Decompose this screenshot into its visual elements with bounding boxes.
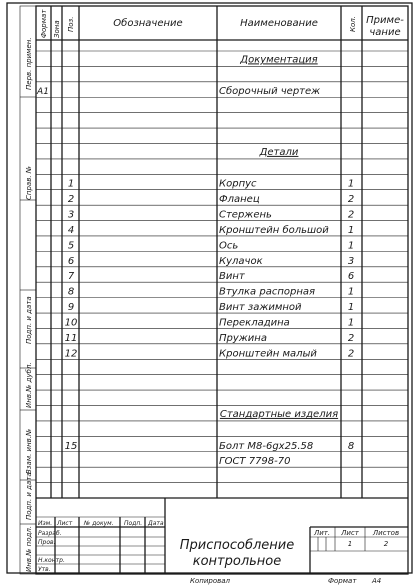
row-qty: 1 [347, 178, 355, 190]
tb-listov: Листов [372, 529, 400, 537]
row-name: Стержень [219, 209, 272, 221]
row-pos: 8 [67, 286, 75, 298]
row-qty: 2 [347, 348, 355, 360]
footer-format-label: Формат [328, 577, 357, 585]
tb-razrab: Разраб. [38, 530, 62, 537]
row-pos: 7 [67, 271, 75, 283]
tb-list-label: Лист [341, 529, 359, 537]
header-zone: Зона [53, 20, 61, 38]
footer-kopiroval: Копировал [190, 577, 230, 585]
title-block [36, 498, 408, 574]
row-name: Болт М8-6gх25.58 [219, 440, 314, 452]
section-heading: Стандартные изделия [219, 408, 339, 420]
row-pos: 1 [67, 178, 75, 190]
row-pos: 5 [67, 240, 75, 252]
tb-doc-no: № докум. [84, 520, 114, 527]
strip-perv-primen: Перв. примен. [25, 37, 33, 90]
strip-sprav-no: Справ. № [25, 165, 33, 200]
spec-table [36, 6, 408, 498]
row-pos: 2 [67, 194, 75, 206]
row-qty: 8 [347, 440, 355, 452]
header-designation: Обозначение [113, 18, 183, 29]
strip-inv-podl: Инв.№ подл. [25, 525, 33, 572]
row-pos: 4 [67, 224, 75, 236]
row-name: Кронштейн малый [219, 348, 317, 360]
row-qty: 1 [347, 286, 355, 298]
header-format: Формат [40, 9, 48, 38]
tb-podp: Подп. [124, 520, 143, 527]
row-name: Корпус [219, 178, 257, 190]
tb-data: Дата [148, 520, 164, 527]
strip-inv-dubl: Инв.№ дубл. [25, 362, 33, 408]
tb-listov-value: 2 [383, 540, 389, 548]
row-pos: 6 [67, 255, 75, 267]
row-name: ГОСТ 7798-70 [219, 456, 291, 468]
row-pos: 10 [64, 317, 78, 329]
row-name: Фланец [219, 194, 260, 206]
row-format: А1 [37, 87, 49, 98]
tb-title-line1: Приспособление [179, 538, 295, 553]
tb-utv: Утв. [38, 566, 51, 573]
section-heading: Документация [240, 54, 318, 66]
row-qty: 1 [347, 302, 355, 314]
row-qty: 1 [347, 317, 355, 329]
header-name: Наименование [240, 18, 318, 29]
row-name: Пружина [219, 332, 267, 344]
row-qty: 3 [347, 255, 355, 267]
tb-list-value: 1 [347, 540, 353, 548]
footer-format-value: А4 [372, 577, 382, 585]
tb-izm: Изм. [38, 520, 53, 527]
strip-vzam-inv: Взам. инв.№ [25, 428, 33, 474]
row-qty: 1 [347, 240, 355, 252]
row-pos: 15 [64, 440, 78, 452]
header-qty: Кол. [349, 16, 357, 32]
row-pos: 3 [67, 209, 75, 221]
tb-prov: Пров. [38, 539, 56, 546]
row-pos: 11 [64, 332, 78, 344]
row-pos: 9 [67, 302, 75, 314]
section-heading: Детали [259, 146, 299, 158]
row-name: Ось [219, 240, 239, 252]
strip-podp-data-2: Подп. и дата [25, 472, 33, 520]
row-name: Винт [219, 271, 245, 283]
row-name: Кронштейн большой [219, 224, 329, 236]
tb-title-line2: контрольное [192, 554, 282, 569]
row-name: Втулка распорная [219, 286, 316, 298]
tb-list: Лист [57, 520, 73, 527]
header-note-line2: чание [369, 27, 401, 38]
row-name: Винт зажимной [219, 302, 302, 314]
row-qty: 2 [347, 209, 355, 221]
row-name: Перекладина [219, 317, 290, 329]
row-qty: 6 [347, 271, 355, 283]
tb-n-kontr: Н.контр. [38, 557, 65, 564]
footer [190, 577, 381, 585]
row-name: Кулачок [219, 255, 263, 267]
row-name: Сборочный чертеж [219, 86, 321, 98]
row-pos: 12 [64, 348, 78, 360]
header-note-line1: Приме- [366, 15, 404, 26]
row-qty: 2 [347, 194, 355, 206]
header-pos: Поз. [67, 16, 75, 32]
row-qty: 2 [347, 332, 355, 344]
strip-podp-data-1: Подп. и дата [25, 296, 33, 344]
left-strip [20, 6, 36, 574]
row-qty: 1 [347, 224, 355, 236]
tb-lit: Лит. [313, 529, 331, 537]
